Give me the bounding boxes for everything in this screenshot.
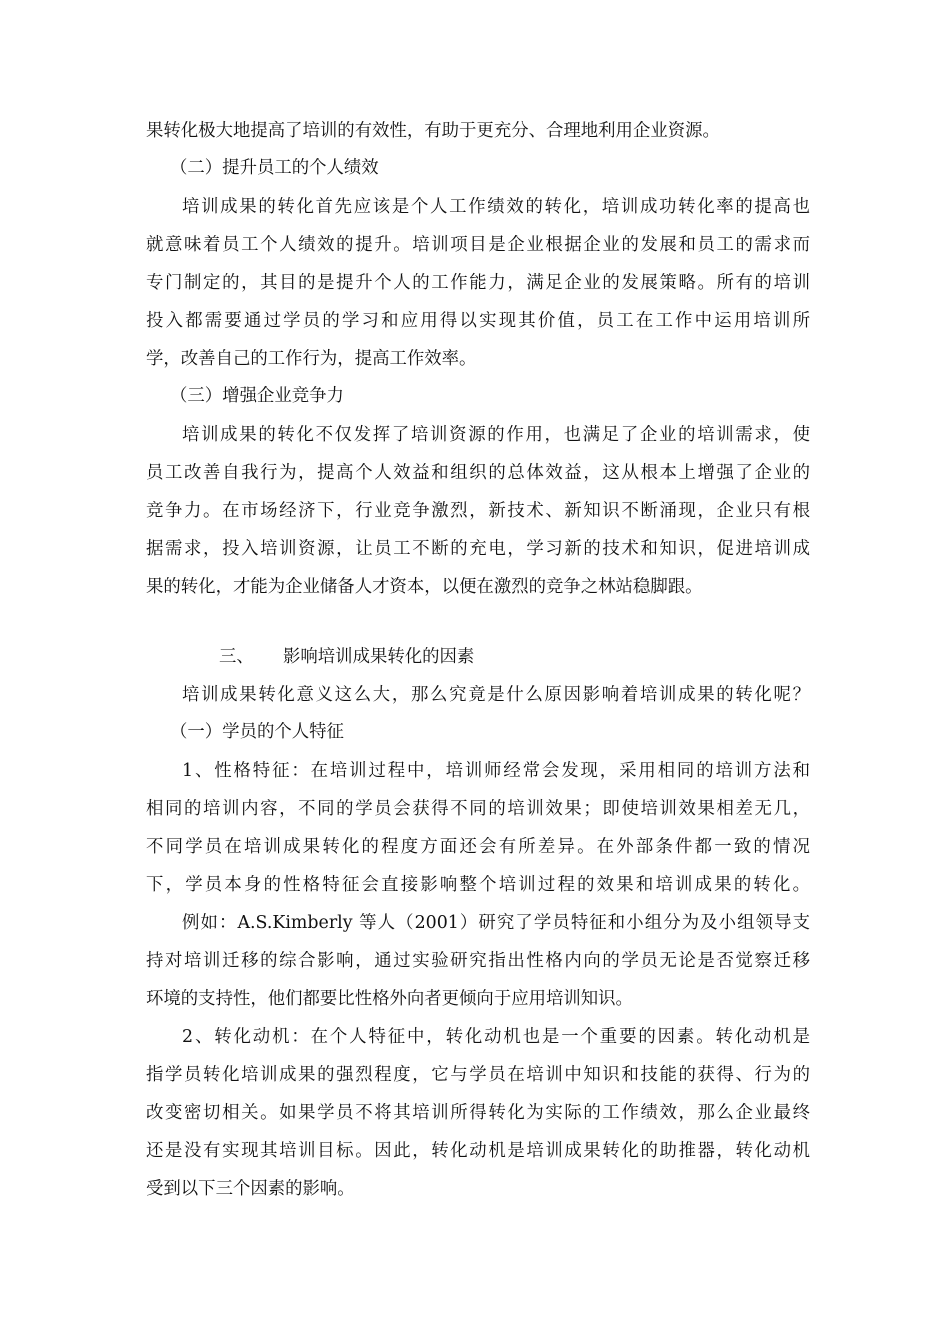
paragraph-line: 员工改善自我行为，提高个人效益和组织的总体效益，这从根本上增强了企业的 — [146, 463, 810, 483]
paragraph-line: 不同学员在培训成果转化的程度方面还会有所差异。在外部条件都一致的情况 — [146, 837, 810, 857]
paragraph-line: 培训成果转化意义这么大，那么究竟是什么原因影响着培训成果的转化呢？ — [182, 685, 810, 705]
paragraph-line: 就意味着员工个人绩效的提升。培训项目是企业根据企业的发展和员工的需求而 — [146, 235, 810, 255]
subheading-2: （二）提升员工的个人绩效 — [170, 158, 379, 178]
paragraph-line: 培训成果的转化首先应该是个人工作绩效的转化，培训成功转化率的提高也 — [182, 197, 810, 217]
paragraph-line: 下，学员本身的性格特征会直接影响整个培训过程的效果和培训成果的转化。 — [146, 875, 810, 895]
paragraph-line: 指学员转化培训成果的强烈程度，它与学员在培训中知识和技能的获得、行为的 — [146, 1065, 810, 1085]
paragraph-line: 还是没有实现其培训目标。因此，转化动机是培训成果转化的助推器，转化动机 — [146, 1141, 810, 1161]
paragraph-line: 1、性格特征：在培训过程中，培训师经常会发现，采用相同的培训方法和 — [182, 761, 810, 781]
paragraph-line: 竞争力。在市场经济下，行业竞争激烈，新技术、新知识不断涌现，企业只有根 — [146, 501, 810, 521]
paragraph-line: 据需求，投入培训资源，让员工不断的充电，学习新的技术和知识，促进培训成 — [146, 539, 810, 559]
paragraph-line: 2、转化动机：在个人特征中，转化动机也是一个重要的因素。转化动机是 — [182, 1027, 810, 1047]
subheading-3: （三）增强企业竞争力 — [170, 386, 344, 406]
paragraph-line: 果的转化，才能为企业储备人才资本，以便在激烈的竞争之林站稳脚跟。 — [146, 577, 703, 597]
paragraph-line: 改变密切相关。如果学员不将其培训所得转化为实际的工作绩效，那么企业最终 — [146, 1103, 810, 1123]
paragraph-line: 投入都需要通过学员的学习和应用得以实现其价值，员工在工作中运用培训所 — [146, 311, 810, 331]
paragraph-line: 学，改善自己的工作行为，提高工作效率。 — [146, 349, 477, 369]
paragraph-line: 例如：A.S.Kimberly 等人（2001）研究了学员特征和小组分为及小组领导支 — [182, 913, 810, 933]
paragraph-line: 专门制定的，其目的是提升个人的工作能力，满足企业的发展策略。所有的培训 — [146, 273, 810, 293]
paragraph-line: 培训成果的转化不仅发挥了培训资源的作用，也满足了企业的培训需求，使 — [182, 425, 810, 445]
paragraph-line: 环境的支持性，他们都要比性格外向者更倾向于应用培训知识。 — [146, 989, 633, 1009]
paragraph-line: 相同的培训内容，不同的学员会获得不同的培训效果；即使培训效果相差无几， — [146, 799, 810, 819]
subheading-1: （一）学员的个人特征 — [170, 722, 344, 742]
paragraph-line: 果转化极大地提高了培训的有效性，有助于更充分、合理地利用企业资源。 — [146, 121, 720, 141]
paragraph-line: 受到以下三个因素的影响。 — [146, 1179, 355, 1199]
section-title: 影响培训成果转化的因素 — [283, 647, 475, 667]
paragraph-line: 持对培训迁移的综合影响，通过实验研究指出性格内向的学员无论是否觉察迁移 — [146, 951, 810, 971]
section-number: 三、 — [219, 647, 254, 667]
